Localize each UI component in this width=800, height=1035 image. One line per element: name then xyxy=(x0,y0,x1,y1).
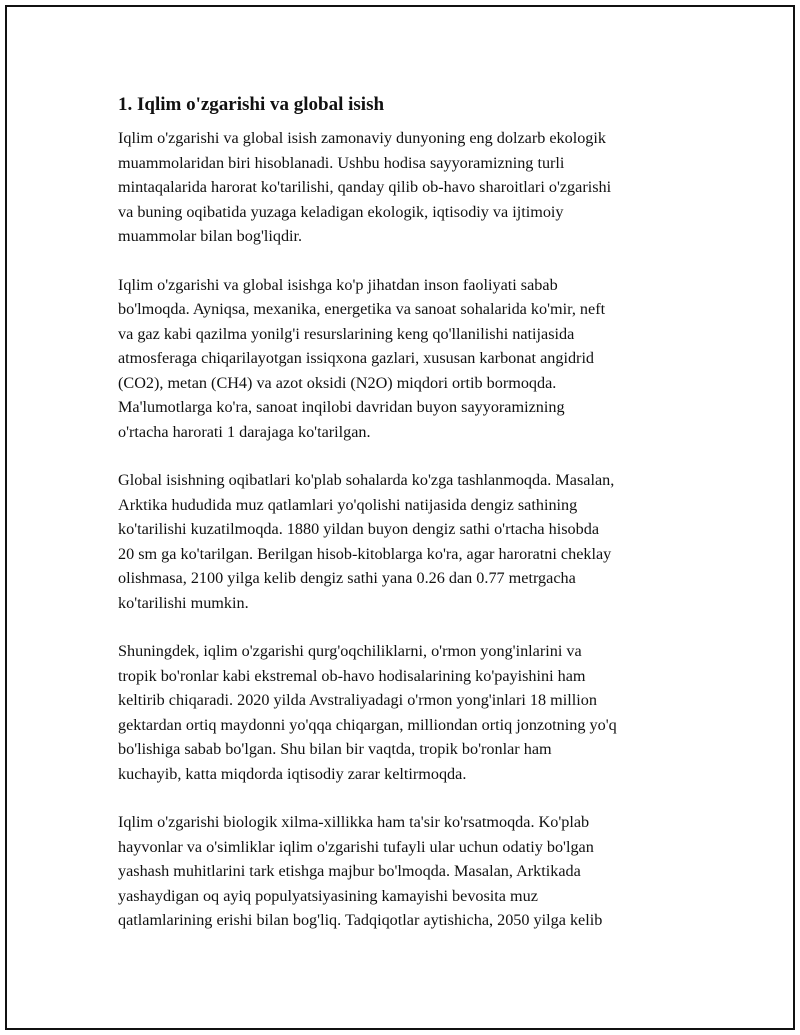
paragraph-causes: Iqlim o'zgarishi va global isishga ko'p jihatdan inson faoliyati sabab bo'lmoqda. Ayniqsa, mexanika, energetika va sanoat sohalarida ko'mir, neft va gaz kabi qazilma yonilg'i resurslarining keng qo'llanilishi natijasida atmosferaga chiqarilayotgan issiqxona gazlari, xususan karbonat angidrid (CO2), metan (CH4) va azot oksidi (N2O) miqdori ortib bormoqda. Ma'lumotlarga ko'ra, sanoat inqilobi davridan buyon sayyoramizning o'rtacha harorati 1 darajaga ko'tarilgan. xyxy=(118,275,606,441)
section-heading: 1. Iqlim o'zgarishi va global isish xyxy=(118,94,385,115)
paragraph-extreme-weather: Shuningdek, iqlim o'zgarishi qurg'oqchiliklarni, o'rmon yong'inlarini va tropik bo'ronlar kabi ekstremal ob-havo hodisalarining ko'payishini ham keltirib chiqaradi. 2020 yilda Avstraliyadagi o'rmon yong'inlari 18 million gektardan ortiq maydonni yo'qqa chiqargan, milliondan ortiq jonzotning yo'q bo'lishiga sabab bo'lgan. Shu bilan bir vaqtda, tropik bo'ronlar ham kuchayib, katta miqdorda iqtisodiy zarar keltirmoqda. xyxy=(118,642,617,783)
paragraph-intro: Iqlim o'zgarishi va global isish zamonaviy dunyoning eng dolzarb ekologik muammolaridan biri hisoblanadi. Ushbu hodisa sayyoramizning turli mintaqalarida harorat ko'tarilishi, qanday qilib ob-havo sharoitlari o'zgarishi va buning oqibatida yuzaga keladigan ekologik, iqtisodiy va ijtimoiy muammolar bilan bog'liqdir. xyxy=(118,129,612,245)
paragraph-biodiversity: Iqlim o'zgarishi biologik xilma-xillikka ham ta'sir ko'rsatmoqda. Ko'plab hayvonlar va o'simliklar iqlim o'zgarishi tufayli ular uchun odatiy bo'lgan yashash muhitlarini tark etishga majbur bo'lmoqda. Masalan, Arktikada yashaydigan oq ayiq populyatsiyasining kamayishi bevosita muz qatlamlarining erishi bilan bog'liq. Tadqiqotlar aytishicha, 2050 yilga kelib xyxy=(118,813,603,929)
paragraph-consequences: Global isishning oqibatlari ko'plab sohalarda ko'zga tashlanmoqda. Masalan, Arktika hududida muz qatlamlari yo'qolishi natijasida dengiz sathining ko'tarilishi kuzatilmoqda. 1880 yildan buyon dengiz sathi o'rtacha hisobda 20 sm ga ko'tarilgan. Berilgan hisob-kitoblarga ko'ra, agar haroratni cheklay olishmasa, 2100 yilga kelib dengiz sathi yana 0.26 dan 0.77 metrgacha ko'tarilishi mumkin. xyxy=(118,471,615,612)
document-body xyxy=(118,92,696,957)
